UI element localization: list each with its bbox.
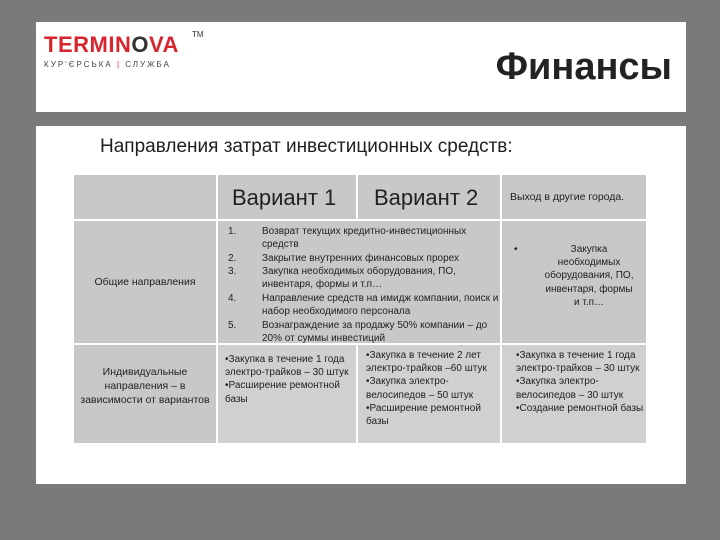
row-individual-exit: •Закупка в течение 1 года электро-трайков – 30 штук •Закупка электро-велосипедов – 30 штук •Создание ремонтной базы xyxy=(516,350,644,414)
header-exit-cell xyxy=(502,175,646,219)
header-variant2-cell xyxy=(358,175,500,219)
header-variant1-cell xyxy=(218,175,356,219)
row-individual-exit-cell xyxy=(502,345,646,443)
exit-bullet: • xyxy=(514,244,518,255)
logo-wordmark: TERMINOVA xyxy=(44,32,179,57)
row-individual-variant1-cell xyxy=(218,345,356,443)
row-individual-label-cell xyxy=(74,345,216,443)
row-individual-label: Индивидуальные направления – в зависимости от вариантов xyxy=(80,366,210,406)
header-exit: Выход в другие города. xyxy=(510,191,625,203)
row-general-list-cell xyxy=(218,221,500,343)
terminova-logo xyxy=(44,30,219,80)
subtitle: Направления затрат инвестиционных средств: xyxy=(100,136,513,157)
row-general-exit-cell xyxy=(502,221,646,343)
row-general-label-cell xyxy=(74,221,216,343)
row-individual-variant1: •Закупка в течение 1 года электро-трайков – 30 штук •Расширение ремонтной базы xyxy=(225,354,349,405)
slide-title: Финансы xyxy=(495,46,672,88)
row-general-label: Общие направления xyxy=(94,276,196,288)
logo-tagline: КУР'ЄРСЬКА | СЛУЖБА xyxy=(44,60,171,69)
header-empty-cell xyxy=(74,175,216,219)
trademark-mark: TM xyxy=(192,30,204,39)
header-variant1: Вариант 1 xyxy=(232,185,337,210)
row-individual-variant2-cell xyxy=(358,345,500,443)
row-general-exit-text: Закупка необходимых оборудования, ПО, инвентаря, формы и т.п… xyxy=(544,244,634,308)
row-individual-variant2: •Закупка в течение 2 лет электро-трайков –60 штук •Закупка электро-велосипедов – 50 штук •Расширение ремонтной базы xyxy=(366,350,487,428)
general-numbered-list: 1. Возврат текущих кредитно-инвестиционных средств 2. Закрытие внутренних финансовых прорех 3. Закупка необходимых оборудования, ПО, инвентаря, формы и т.п… 4. Направление средств на имидж компании, поиск и набор необходимого персонала 5. Вознаграждение за продажу 50% компании – до 20% от суммы инвестиций xyxy=(228,226,499,345)
header-variant2: Вариант 2 xyxy=(374,185,479,210)
